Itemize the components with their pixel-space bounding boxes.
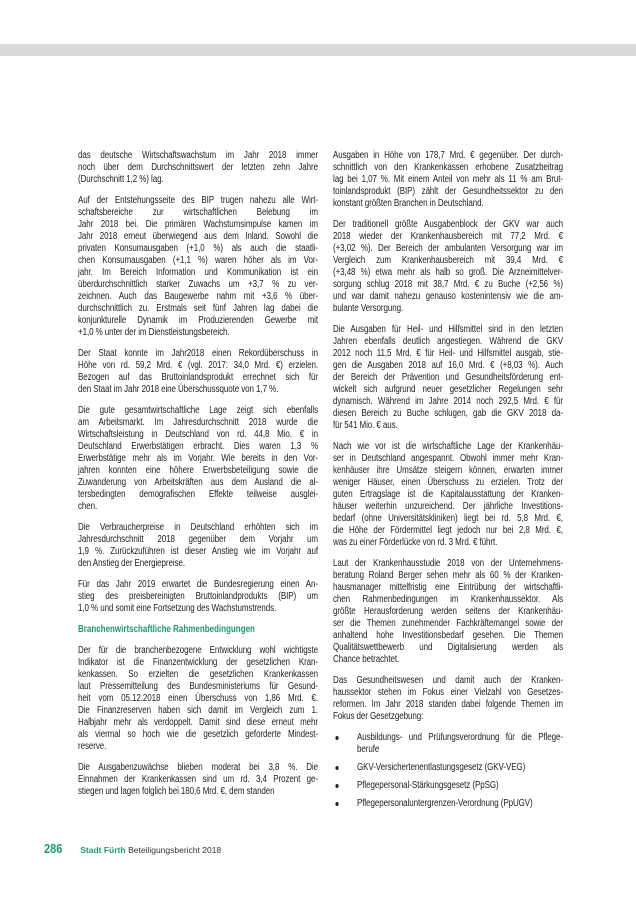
text-line: weniger Häuser, einen Überschuss zu erzielen. Trotz der [333,477,563,488]
paragraph [78,762,318,798]
footer-publication-title: Beteiligungsbericht 2018 [128,845,222,855]
text-line: Einnahmen der Krankenkassen sind um rd. 3,4 Prozent ge- [78,774,318,785]
text-line: Halbjahr mehr als verdoppelt. Damit sind diese erneut mehr [78,717,318,728]
text-line: den Staat im Jahr 2018 eine Überschussquote von 1,7 %. [78,384,279,395]
paragraph [78,150,318,186]
text-line: Chance betrachtet. [333,654,400,665]
page-footer [44,841,221,856]
text-line: Das Gesundheitswesen und damit auch der Kranken- [333,675,563,686]
text-line: beratung Roland Berger sehen mehr als 60 % der Kranken- [333,570,563,581]
text-line: Pflegepersonal-Stärkungsgesetz (PpSG) [357,780,499,791]
text-line: 2018 wieder der Krankenhausbereich mit 77,2 Mrd. € [333,231,563,242]
page-number: 286 [44,841,63,856]
text-line: kenkassen. So erzielten die gesetzlichen Krankenkassen [78,669,318,680]
bullet-list-item [333,762,563,774]
paragraph [78,579,318,615]
text-line: Jahr 2018 erneut überwiegend aus dem Inland. Sowohl die [78,231,318,242]
paragraph [333,219,563,315]
text-line: Vergleich zum Krankenhausbereich mit 39,4 Mrd. € [333,255,563,266]
text-line: toinlandsprodukt (BIP) zählt der Gesundheitssektor zu den [333,186,563,197]
text-line: ser die Themen zunehmender Fachkräftemangel sowie der [333,618,563,629]
paragraph [78,348,318,396]
text-line: Die Finanzreserven haben sich damit im Vergleich zum 1. [78,705,318,716]
text-line: den Anstieg der Energiepreise. [78,558,186,569]
text-line: kenhäuser ihre Umsätze steigern können, erwarten immer [333,465,563,476]
text-line: tersbedingten demografischen Effekte teilweise ausglei- [78,489,318,500]
text-line: wickelt sich aufgrund neuer gesetzlicher Regelungen sehr [333,384,563,395]
text-line: Für das Jahr 2019 erwartet die Bundesregierung einen An- [78,579,318,590]
text-line: Ausbildungs- und Prüfungsverordnung für die Pflege- [357,732,563,743]
text-line: gen die Ausgaben 2018 auf 16,0 Mrd. € (+8,03 %). Auch [333,360,563,371]
text-line: (+3,02 %). Der Bereich der ambulanten Versorgung war im [333,243,563,254]
text-line: Der traditionell größte Ausgabenblock der GKV war auch [333,219,563,230]
bullet-list-item [333,780,563,792]
paragraph [78,195,318,339]
paragraph [333,150,563,210]
text-line: Jahren ebenfalls deutlich angestiegen. Während die GKV [333,336,563,347]
text-line: durchschnittlich zu. Erstmals seit fünf Jahren lag dabei die [78,303,318,314]
text-line: der Bereich der Prävention und Gesundheitsförderung ent- [333,372,563,383]
text-line: die Höhe der Fördermittel liegt jedoch nur bei 2,8 Mrd. €, [333,525,563,536]
text-line: Der für die branchenbezogene Entwicklung wohl wichtigste [78,645,318,656]
text-line: +1,0 % unter der im Dienstleistungsbereich. [78,327,230,338]
text-line: Ausgaben in Höhe von 178,7 Mrd. € gegenüber. Der durch- [333,150,563,161]
text-line: Bezogen auf das Bruttoinlandsprodukt errechnet sich für [78,372,318,383]
text-line: überdurchschnittlich starker Zuwachs um +3,7 % zu ver- [78,279,318,290]
bullet-list-item [333,732,563,756]
paragraph [333,558,563,666]
text-line: Fokus der Gesetzgebung: [333,711,424,722]
paragraph [333,675,563,723]
text-line: Qualitätswettbewerb und Digitalisierung werden als [333,642,563,653]
text-line: häuser weiterhin unzureichend. Der jährliche Investitions- [333,501,563,512]
text-line: Erwerbstätige mehr als im Vorjahr. Wie bereits in den Vor- [78,453,318,464]
top-bar-divider [0,44,636,56]
text-line: berufe [357,744,380,755]
text-line: Auf der Entstehungsseite des BIP trugen nahezu alle Wirt- [78,195,318,206]
text-line: reformen. Im Jahr 2018 standen dabei folgende Themen im [333,699,563,710]
text-line: ser in Deutschland angespannt. Obwohl immer mehr Kran- [333,453,563,464]
text-line: bedarf (ohne Universitätskliniken) liegt bei rd. 5,8 Mrd. €, [333,513,563,524]
text-line: laut Pressemitteilung des Bundesministeriums für Gesund- [78,681,318,692]
text-line: heit vom 05.12.2018 einen Überschuss von 1,86 Mrd. €. [78,693,318,704]
text-line: Wirtschaftsleistung in Deutschland von rd. 44,8 Mio. € in [78,429,318,440]
text-line: stiegen und lagen folglich bei 180,6 Mrd. €, dem standen [78,786,275,797]
section-heading: Branchenwirtschaftliche Rahmenbedingungen [78,624,255,635]
text-line: Laut der Krankenhausstudie 2018 von der Unternehmens- [333,558,563,569]
text-line: 2012 noch 11,5 Mrd. € für Heil- und Hilfsmittel ausgab, stie- [333,348,563,359]
text-line: 1,0 % und somit eine Fortsetzung des Wachstumstrends. [78,603,277,614]
text-line: dynamisch. Während im Jahre 2014 noch 292,5 Mrd. € für [333,396,563,407]
text-line: sorgung schlug 2018 mit 38,7 Mrd. € zu Buche (+2,56 %) [333,279,563,290]
text-line: chen Rahmenbedingungen im Krankenhaussektor. Als [333,594,563,605]
text-line: als viermal so hoch wie die gesetzlich geforderte Mindest- [78,729,318,740]
text-line: konstant größten Branchen in Deutschland. [333,198,484,209]
paragraph [333,324,563,432]
text-line: zeichnen. Auch das Baugewerbe nahm mit +3,6 % über- [78,291,318,302]
text-line: diesen Bereich zu Buche schlugen, gab die GKV 2018 da- [333,408,563,419]
text-line: reserve. [78,741,107,752]
bullet-icon [335,766,338,770]
text-line: Die Ausgabenzuwächse blieben moderat bei 3,8 %. Die [78,762,318,773]
text-line: Pflegepersonaluntergrenzen-Verordnung (PpUGV) [357,798,533,809]
text-line: stieg des preisbereinigten Bruttoinlandprodukts (BIP) um [78,591,318,602]
text-line: konjunkturelle Dynamik im Produzierenden Gewerbe mit [78,315,318,326]
text-line: (+3,48 %) etwa mehr als halb so groß. Die Arzneimittelver- [333,267,563,278]
text-line: bulante Versorgung. [333,303,404,314]
text-line: für 541 Mio. € aus. [333,420,398,431]
text-line: haussektor stehen im Fokus einer Vielzahl von Gesetzes- [333,687,563,698]
text-line: privaten Konsumausgaben (+1,0 %) als auch die staatli- [78,243,318,254]
text-line: schaftsbereiche zur wirtschaftlichen Belebung im [78,207,318,218]
text-line: chen. [78,501,98,512]
text-line: lag bei 1,07 %. Mit einem Anteil von mehr als 11 % am Brut- [333,174,563,185]
text-line: Zuwanderung von Arbeitskräften aus dem Ausland die al- [78,477,318,488]
text-line: jahren konnten eine höhere Erwerbsbeteiligung sowie die [78,465,318,476]
text-line: (Durchschnitt 1,2 %) lag. [78,174,164,185]
bullet-icon [335,802,338,806]
bullet-list-item [333,798,563,810]
text-line: das deutsche Wirtschaftswachstum im Jahr 2018 immer [78,150,318,161]
text-line: GKV-Versichertenentlastungsgesetz (GKV-VEG) [357,762,526,773]
paragraph [78,405,318,513]
text-line: schnittlich von den Krankenkassen erhobene Zusatzbeitrag [333,162,563,173]
text-line: Jahresdurchschnitt 2018 gegenüber dem Vorjahr um [78,534,318,545]
text-line: jahr. Im Bereich Information und Kommunikation ist ein [78,267,318,278]
paragraph [78,645,318,753]
text-line: und war damit nahezu genauso kostenintensiv wie die am- [333,291,563,302]
text-line: Indikator ist die Finanzentwicklung der gesetzlichen Kran- [78,657,318,668]
left-column-content [78,150,318,798]
text-line: was zu einer Förderlücke von rd. 3 Mrd. € führt. [333,537,498,548]
text-line: hausmanager mittelfristig eine Eintrübung der wirtschaftli- [333,582,563,593]
bullet-icon [335,784,338,788]
text-line: Deutschland Erwerbstätigen erbracht. Dies waren 1,3 % [78,441,318,452]
text-line: anhaltend hohe Investitionsbedarf gesehen. Die Themen [333,630,563,641]
text-line: Höhe von rd. 59,2 Mrd. € (vgl. 2017: 34,0 Mrd. €) erzielen. [78,360,318,371]
text-line: Die Verbraucherpreise in Deutschland erhöhten sich im [78,522,318,533]
text-line: noch über dem Durchschnittswert der letzten zehn Jahre [78,162,318,173]
left-text-column [78,150,318,807]
text-line: guten Ertragslage ist die Kapitalausstattung der Kranken- [333,489,563,500]
text-line: Die gute gesamtwirtschaftliche Lage zeigt sich ebenfalls [78,405,318,416]
text-line: Nach wie vor ist die wirtschaftliche Lage der Krankenhäu- [333,441,563,452]
right-column-content [333,150,563,810]
footer-organization: Stadt Fürth [80,845,126,855]
right-text-column [333,150,563,816]
text-line: 1,9 %. Zurückzuführen ist dieser Anstieg wie im Vorjahr auf [78,546,318,557]
text-line: chen Konsumausgaben (+1,1 %) waren höher als im Vor- [78,255,318,266]
text-line: am Arbeitsmarkt. Im Jahresdurchschnitt 2018 wurde die [78,417,318,428]
paragraph [333,441,563,549]
bullet-icon [335,736,338,740]
text-line: Jahr 2018 bei. Die primären Wachstumsimpulse kamen im [78,219,318,230]
text-line: größte Herausforderung werden seitens der Krankenhäu- [333,606,563,617]
text-line: Die Ausgaben für Heil- und Hilfsmittel sind in den letzten [333,324,563,335]
paragraph [78,522,318,570]
text-line: Der Staat konnte im Jahr2018 einen Rekordüberschuss in [78,348,318,359]
